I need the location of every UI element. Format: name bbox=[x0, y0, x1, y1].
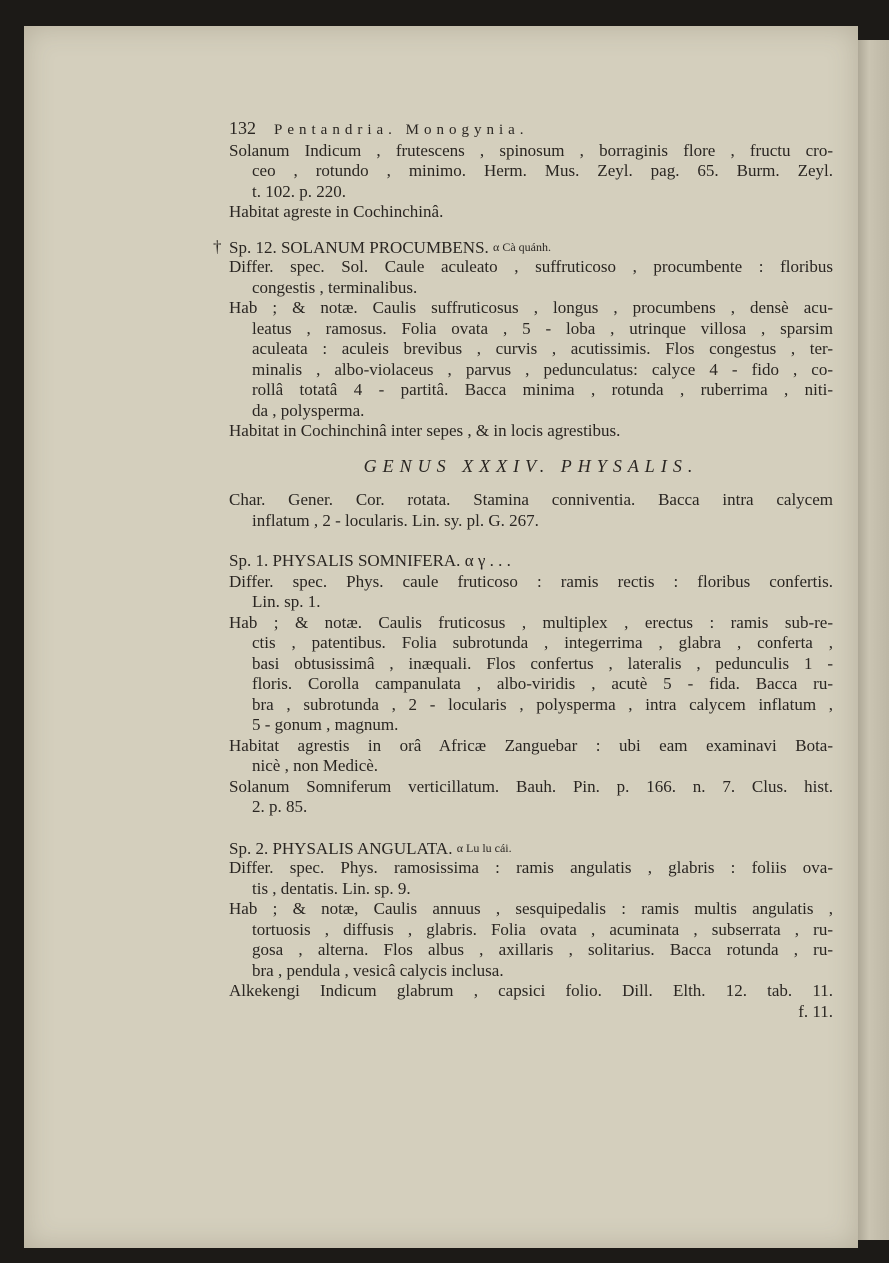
page-edge bbox=[856, 40, 889, 1240]
text-line: basi obtusissimâ , inæquali. Flos confertus , lateralis , pedunculis 1 - bbox=[252, 653, 833, 673]
species-name: Sp. 12. SOLANUM PROCUMBENS. bbox=[229, 237, 489, 257]
species-name: Sp. 2. PHYSALIS ANGULATA. bbox=[229, 838, 453, 858]
text-line: Habitat agreste in Cochinchinâ. bbox=[229, 202, 444, 221]
page-number: 132 bbox=[229, 118, 256, 138]
species-heading bbox=[229, 838, 833, 859]
text-line: Hab ; & notæ. Caulis fruticosus , multiplex , erectus : ramis sub-re- bbox=[229, 612, 833, 632]
text-line: Hab ; & notæ, Caulis annuus , sesquipedalis : ramis multis angulatis , bbox=[229, 899, 833, 918]
text-line: Hab ; & notæ. Caulis suffruticosus , longus , procumbens , densè acu- bbox=[229, 298, 833, 317]
species-heading bbox=[229, 551, 833, 572]
text-line: tortuosis , diffusis , glabris. Folia ovata , acuminata , subserrata , ru- bbox=[252, 919, 833, 939]
text-line: Habitat agrestis in orâ Africæ Zanguebar : ubi eam examinavi Bota- bbox=[229, 735, 833, 755]
text-line: Lin. sp. 1. bbox=[252, 592, 321, 611]
text-line: bra , subrotunda , 2 - locularis , polysperma , intra calycem inflatum , bbox=[252, 694, 833, 714]
text-line: inflatum , 2 - locularis. Lin. sy. pl. G. 267. bbox=[252, 510, 539, 530]
page-text bbox=[213, 118, 833, 1022]
text-line: da , polysperma. bbox=[252, 400, 365, 420]
text-line: rollâ totatâ 4 - partitâ. Bacca minima , rotunda , ruberrima , niti- bbox=[252, 380, 833, 399]
text-line: Differ. spec. Phys. caule fruticoso : ramis rectis : floribus confertis. bbox=[229, 571, 833, 591]
species-heading bbox=[213, 236, 833, 258]
text-line: floris. Corolla campanulata , albo-viridis , acutè 5 - fida. Bacca ru- bbox=[252, 674, 833, 693]
text-line: Alkekengi Indicum glabrum , capsici folio. Dill. Elth. 12. tab. 11. bbox=[229, 981, 833, 1000]
text-line: Differ. spec. Phys. ramosissima : ramis angulatis , glabris : foliis ova- bbox=[229, 858, 833, 877]
running-head bbox=[229, 118, 833, 139]
text-line: Solanum Somniferum verticillatum. Bauh. Pin. p. 166. n. 7. Clus. hist. bbox=[229, 776, 833, 796]
text-line: aculeata : aculeis brevibus , curvis , acutissimis. Flos congestus , ter- bbox=[252, 339, 833, 358]
text-line: Habitat in Cochinchinâ inter sepes , & in locis agrestibus. bbox=[229, 421, 621, 440]
text-line: nicè , non Medicè. bbox=[252, 756, 379, 775]
variety-marks: α γ . . . bbox=[464, 551, 511, 570]
text-line: f. 11. bbox=[798, 1001, 833, 1021]
text-line: Differ. spec. Sol. Caule aculeato , suffruticoso , procumbente : floribus bbox=[229, 257, 833, 276]
text-line: Solanum Indicum , frutescens , spinosum , borraginis flore , fructu cro- bbox=[229, 140, 833, 160]
running-head-title: Pentandria. Monogynia. bbox=[274, 122, 529, 138]
dagger-mark: † bbox=[213, 236, 222, 256]
genus-heading: GENUS XXXIV. PHYSALIS. bbox=[363, 455, 699, 476]
text-line: Char. Gener. Cor. rotata. Stamina conniventia. Bacca intra calycem bbox=[229, 490, 833, 509]
text-line: tis , dentatis. Lin. sp. 9. bbox=[252, 878, 411, 898]
text-line: leatus , ramosus. Folia ovata , 5 - loba , utrinque villosa , sparsim bbox=[252, 318, 833, 338]
species-name: Sp. 1. PHYSALIS SOMNIFERA. bbox=[229, 551, 461, 570]
text-line: 2. p. 85. bbox=[252, 797, 308, 816]
vernacular-name: α Lu lu cái. bbox=[456, 840, 512, 855]
text-line: ctis , patentibus. Folia subrotunda , integerrima , glabra , conferta , bbox=[252, 633, 833, 652]
text-line: gosa , alterna. Flos albus , axillaris , solitarius. Bacca rotunda , ru- bbox=[252, 940, 833, 959]
text-line: congestis , terminalibus. bbox=[252, 277, 418, 297]
text-line: bra , pendula , vesicâ calycis inclusa. bbox=[252, 960, 504, 980]
text-line: ceo , rotundo , minimo. Herm. Mus. Zeyl. pag. 65. Burm. Zeyl. bbox=[252, 161, 833, 180]
text-line: t. 102. p. 220. bbox=[252, 181, 346, 201]
vernacular-name: α Cà quánh. bbox=[493, 239, 551, 254]
text-line: 5 - gonum , magnum. bbox=[252, 715, 399, 734]
text-line: minalis , albo-violaceus , parvus , pedunculatus: calyce 4 - fido , co- bbox=[252, 359, 833, 379]
